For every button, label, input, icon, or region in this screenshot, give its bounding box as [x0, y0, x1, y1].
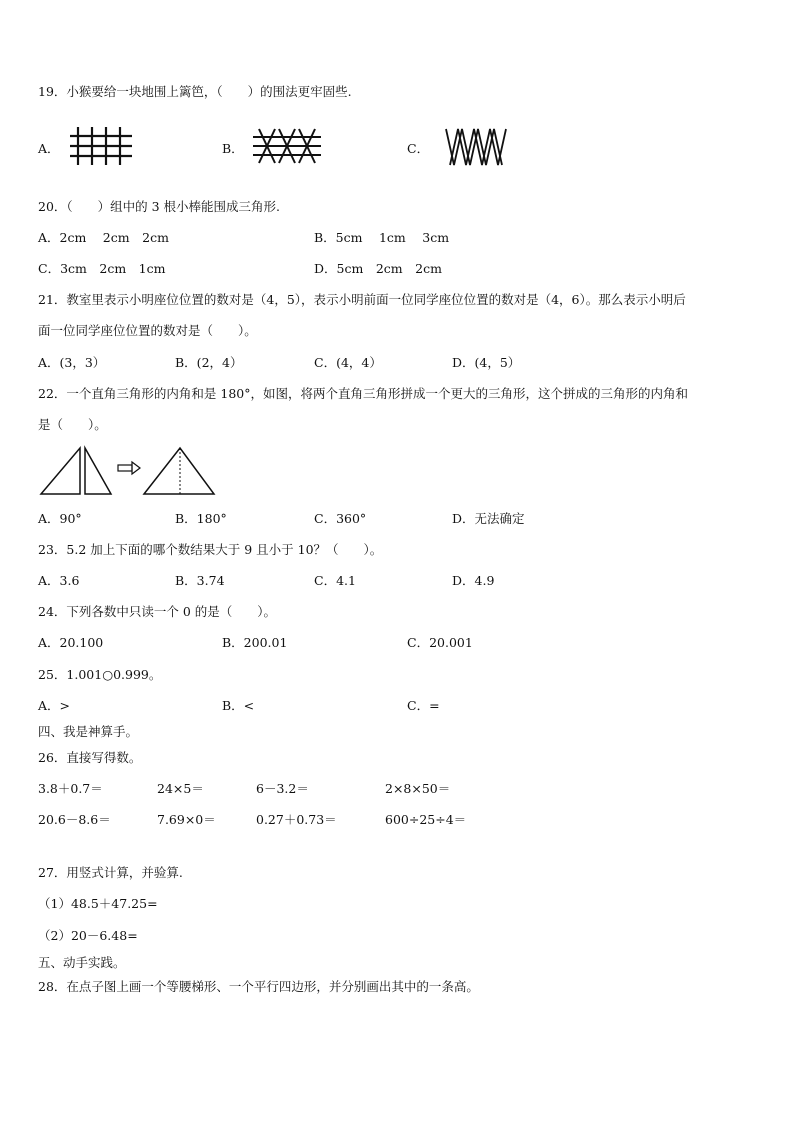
q21-option-a: A．(3，3） [38, 355, 106, 370]
q26-r2c1: 20.6－8.6＝ [38, 812, 111, 827]
q24-option-c: C．20.001 [407, 635, 473, 650]
q19-stem: 19．小猴要给一块地围上篱笆，（ ）的围法更牢固些. [38, 84, 352, 99]
q25-option-c: C．= [407, 698, 440, 713]
q22-option-b: B．180° [175, 511, 227, 526]
q21-stem-line2: 面一位同学座位位置的数对是（ ）。 [38, 323, 257, 338]
q21-option-c: C．(4，4） [314, 355, 382, 370]
q25-option-a: A．> [38, 698, 71, 713]
q22-option-a: A．90° [38, 511, 82, 526]
q22-option-d: D．无法确定 [452, 511, 525, 526]
q25-option-b: B．< [222, 698, 255, 713]
q20-option-c: C．3cm 2cm 1cm [38, 261, 166, 276]
q22-stem-line2: 是（ ）。 [38, 417, 107, 432]
q19-option-a: A． [38, 141, 60, 156]
q19-option-c: C． [407, 141, 430, 156]
q24-option-b: B．200.01 [222, 635, 288, 650]
q26-r2c3: 0.27＋0.73＝ [256, 812, 337, 827]
q28-stem: 28．在点子图上画一个等腰梯形、一个平行四边形，并分别画出其中的一条高。 [38, 979, 479, 994]
q22-option-c: C．360° [314, 511, 367, 526]
q26-r1c1: 3.8＋0.7＝ [38, 781, 103, 796]
section4-heading: 四、我是神算手。 [38, 724, 139, 739]
q26-r2c4: 600÷25÷4＝ [385, 812, 467, 827]
combined-triangle-icon [142, 446, 216, 496]
q23-option-a: A．3.6 [38, 573, 80, 588]
q20-option-d: D．5cm 2cm 2cm [314, 261, 442, 276]
q21-option-b: B．(2，4） [175, 355, 243, 370]
q27-item-2: （2）20－6.48= [38, 928, 138, 943]
q20-stem: 20．（ ）组中的 3 根小棒能围成三角形. [38, 199, 281, 214]
q24-option-a: A．20.100 [38, 635, 104, 650]
q26-stem: 26．直接写得数。 [38, 750, 142, 765]
q27-item-1: （1）48.5＋47.25= [38, 896, 158, 911]
q20-option-a: A．2cm 2cm 2cm [38, 230, 169, 245]
q23-option-d: D．4.9 [452, 573, 495, 588]
two-right-triangles-icon [38, 446, 114, 496]
q20-option-b: B．5cm 1cm 3cm [314, 230, 450, 245]
q23-option-c: C．4.1 [314, 573, 356, 588]
q23-stem: 23．5.2 加上下面的哪个数结果大于 9 且小于 10？（ ）。 [38, 542, 383, 557]
q26-r2c2: 7.69×0＝ [157, 812, 216, 827]
arrow-right-icon [117, 462, 141, 474]
q27-stem: 27．用竖式计算，并验算. [38, 865, 183, 880]
q26-r1c4: 2×8×50＝ [385, 781, 451, 796]
grid-fence-icon [70, 127, 134, 165]
cross-fence-icon [253, 127, 323, 165]
q26-r1c2: 24×5＝ [157, 781, 204, 796]
q21-option-d: D．(4，5） [452, 355, 521, 370]
zigzag-fence-icon [444, 127, 508, 167]
q21-stem-line1: 21．教室里表示小明座位位置的数对是（4，5），表示小明前面一位同学座位位置的数对是（4，6）。那么表示小明后 [38, 292, 686, 307]
q26-r1c3: 6－3.2＝ [256, 781, 309, 796]
q24-stem: 24．下列各数中只读一个 0 的是（ ）。 [38, 604, 277, 619]
q19-option-b: B． [222, 141, 244, 156]
q23-option-b: B．3.74 [175, 573, 225, 588]
q22-stem-line1: 22．一个直角三角形的内角和是 180°，如图，将两个直角三角形拼成一个更大的三角形，这个拼成的三角形的内角和 [38, 386, 688, 401]
q25-stem: 25．1.001○0.999。 [38, 667, 162, 682]
section5-heading: 五、动手实践。 [38, 955, 126, 970]
